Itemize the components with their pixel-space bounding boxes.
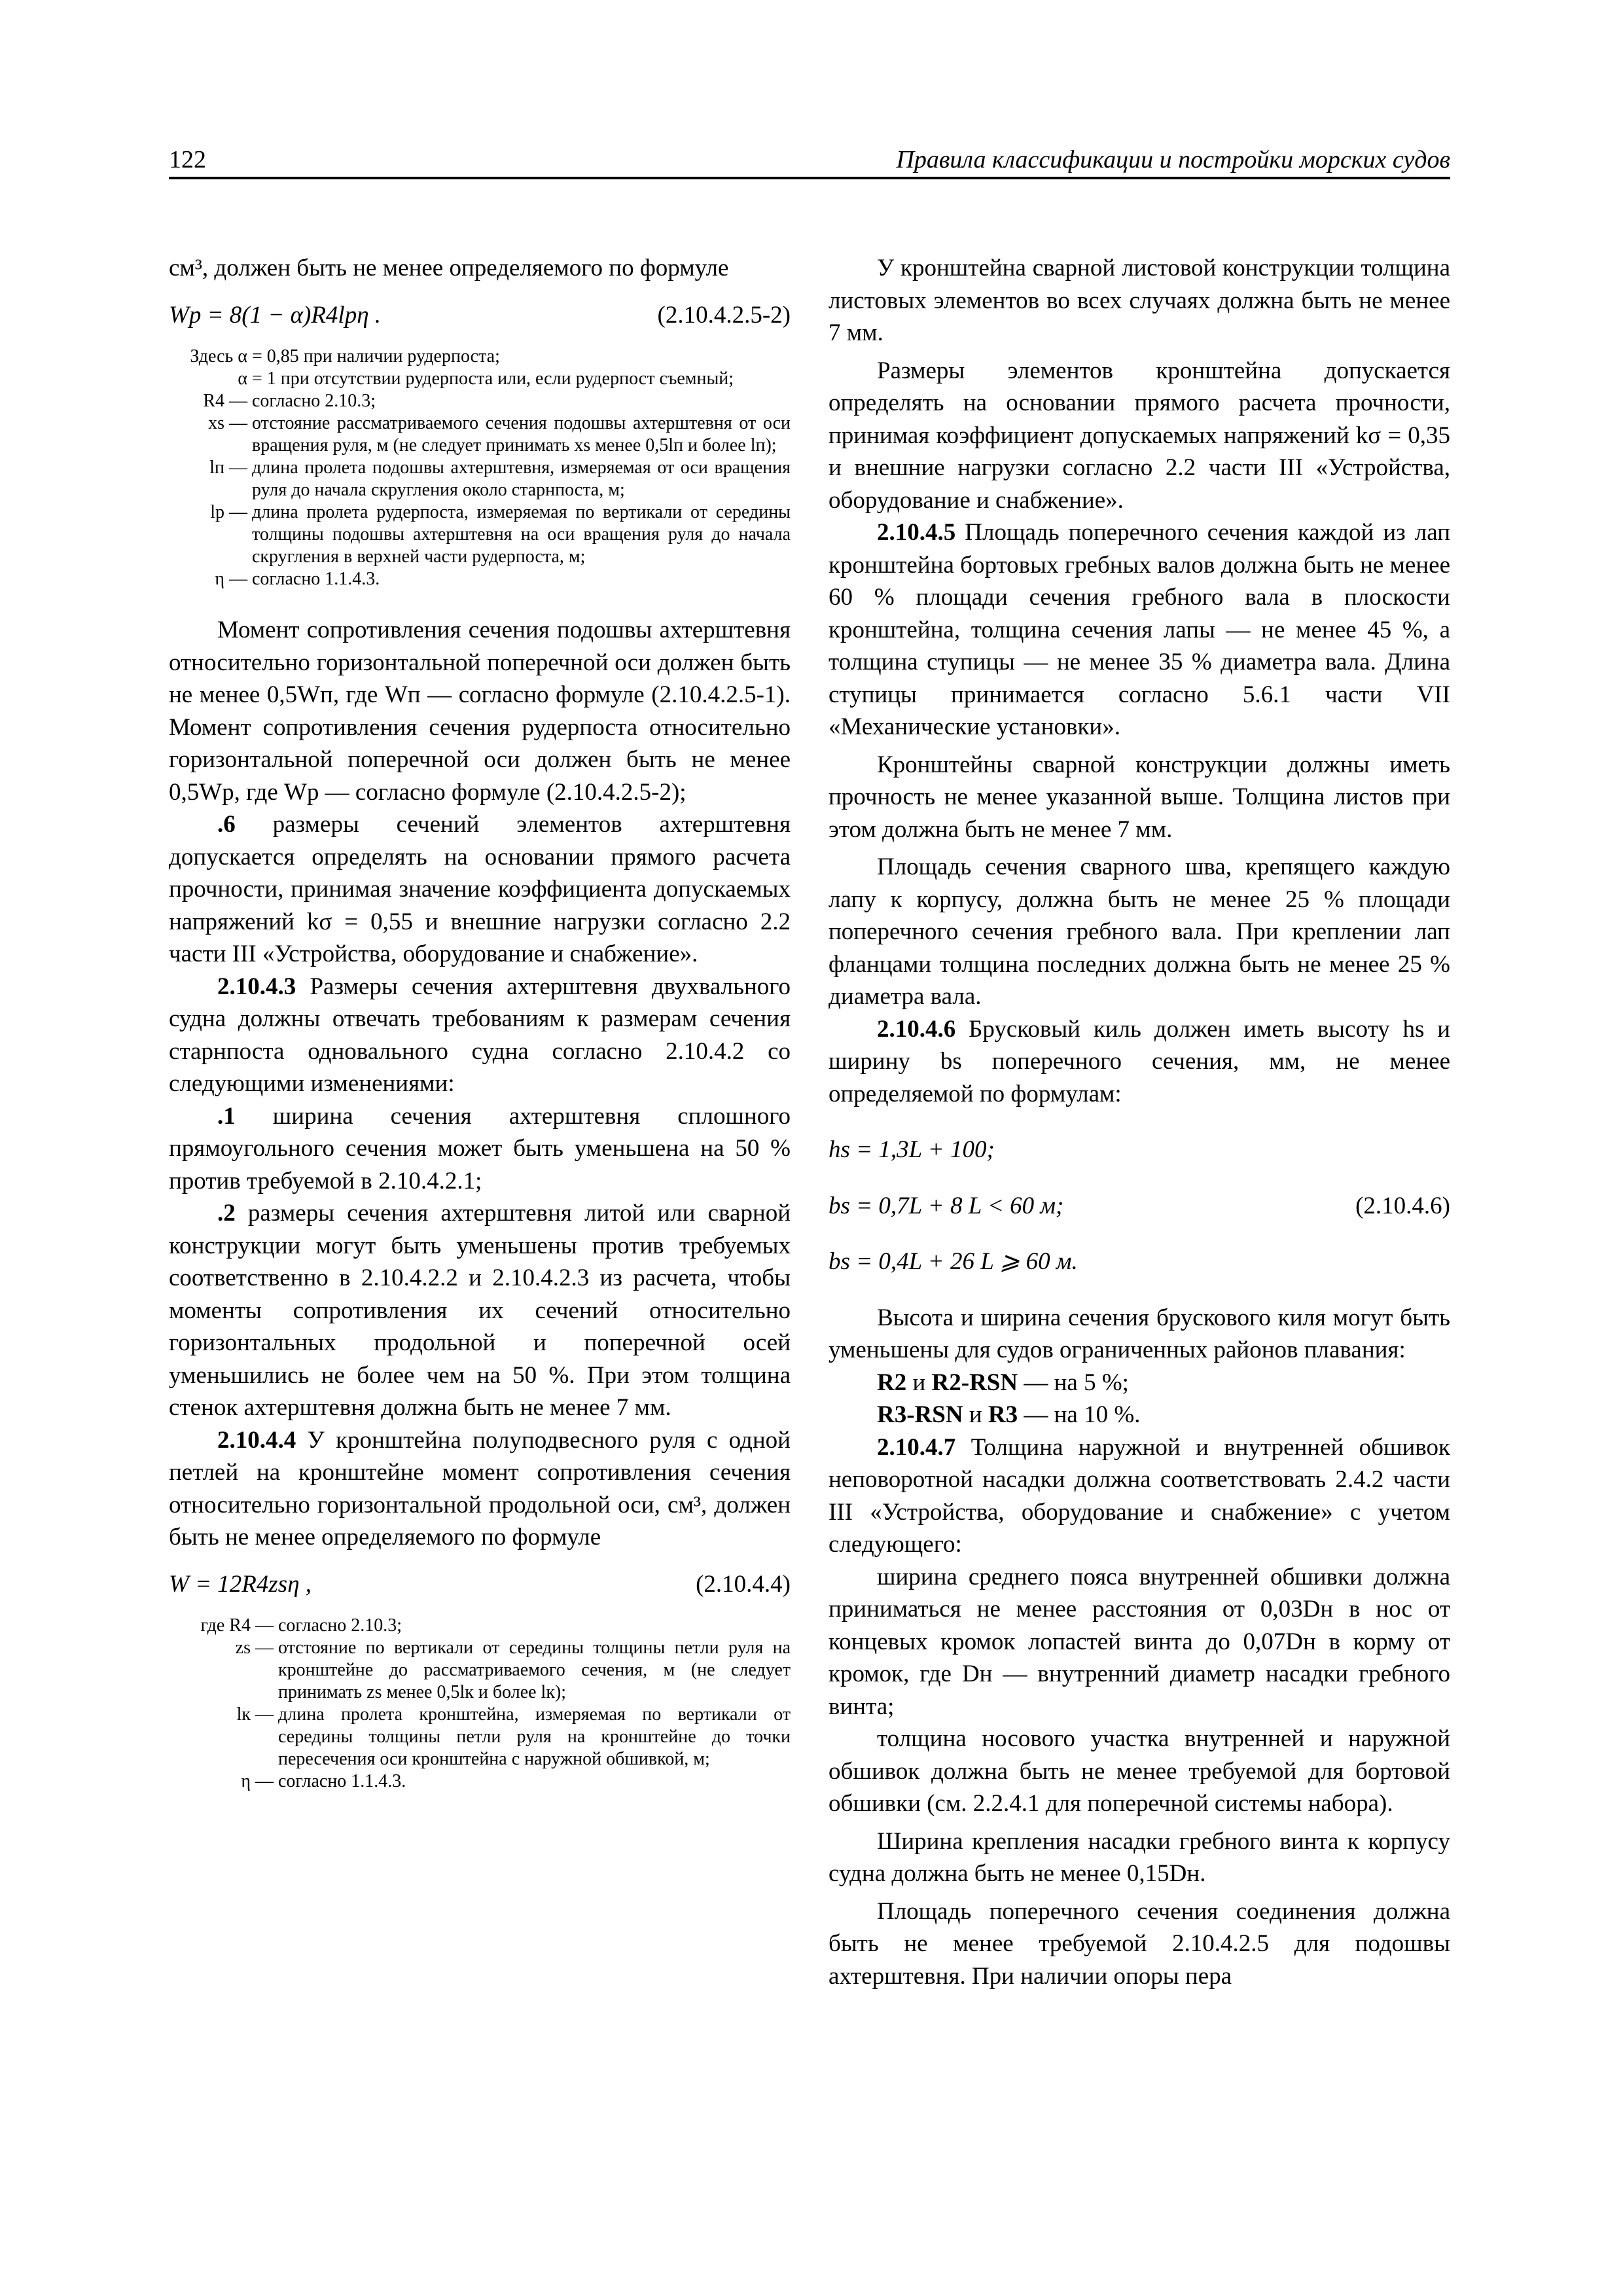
formula-w: [169, 1568, 791, 1601]
clause-text: — на 5 %;: [1018, 1369, 1129, 1396]
legend-text: = 1 при отсутствии рудерпоста или, если рудерпост съемный;: [252, 368, 734, 389]
formula-number: (2.10.4.4): [696, 1570, 791, 1598]
legend-row: [169, 1770, 791, 1793]
legend-key: xs —: [208, 413, 247, 433]
area-code: R3-RSN: [877, 1401, 963, 1428]
clause-text: ширина сечения ахтерштевня сплошного прямоугольного сечения может быть уменьшена на 50 % против требуемой в 2.10.4.2.1;: [169, 1102, 791, 1194]
legend-key: lп —: [209, 457, 247, 478]
clause-text: Толщина наружной и внутренней обшивок неповоротной насадки должна соответствовать 2.4.2 части III «Устройства, оборудование и снабжение» с учетом следующего:: [829, 1433, 1450, 1558]
clause-number: .1: [217, 1102, 236, 1130]
clause-number: 2.10.4.5: [877, 519, 956, 546]
connector: и: [906, 1369, 932, 1396]
formula-text: Wр = 8(1 − α)R4lрη .: [169, 301, 382, 329]
area-code: R2-RSN: [931, 1369, 1018, 1396]
legend-text: отстояние по вертикали от середины толщины петли руля на кронштейне до рассматриваемого сечения, м (не следует принимать zs менее 0,5lк и более lк);: [278, 1638, 791, 1702]
legend-row: [169, 1637, 791, 1704]
legend-text: длина пролета рудерпоста, измеряемая по вертикали от середины толщины подошвы ахтерштевня на оси вращения руля до начала скругления в верхней части рудерпоста, м;: [252, 502, 791, 567]
legend-key: α: [238, 368, 247, 389]
clause-text: — на 10 %.: [1018, 1401, 1141, 1428]
legend-row: [169, 346, 791, 368]
legend-row: [169, 501, 791, 568]
clause-text: Брусковый киль должен иметь высоту hs и ширину bs поперечного сечения, мм, не менее определяемой по формулам:: [829, 1015, 1450, 1107]
legend-text: длина пролета кронштейна, измеряемая по вертикали от середины толщины петли руля на кронштейне до точки пересечения оси кронштейна с наружной обшивкой, м;: [278, 1704, 791, 1769]
clause-text: У кронштейна полуподвесного руля с одной петлей на кронштейне момент сопротивления сечения относительно горизонтальной продольной оси, см³, должен быть не менее определяемого по формуле: [169, 1426, 791, 1551]
legend-text: = 0,85 при наличии рудерпоста;: [252, 346, 500, 367]
legend-row: [169, 368, 791, 390]
paragraph: [829, 1367, 1450, 1399]
right-column: [829, 252, 1450, 1992]
formula-bs-small: [829, 1190, 1450, 1223]
header-rule: [169, 177, 1450, 179]
formula-number: (2.10.4.2.5-2): [657, 301, 791, 329]
formula-text: W = 12R4zsη ,: [169, 1570, 312, 1598]
clause-text: размеры сечений элементов ахтерштевня допускается определять на основании прямого расчета прочности, принимая значение коэффициента допускаемых напряжений kσ = 0,55 и внешние нагрузки согласно 2.2 части III «Устройства, оборудование и снабжение».: [169, 811, 791, 967]
legend-key: где R4 —: [200, 1615, 274, 1636]
formula-wp: [169, 299, 791, 332]
area-code: R3: [988, 1401, 1018, 1428]
legend-text: согласно 1.1.4.3.: [278, 1771, 406, 1791]
page-header: [169, 143, 1450, 179]
legend-key: lк —: [236, 1704, 274, 1725]
clause-text: Площадь поперечного сечения каждой из лап кронштейна бортовых гребных валов должна быть не менее 60 % площади сечения гребного вала в плоскости кронштейна, толщина сечения лапы — не менее 45 %, а толщина ступицы — не менее 35 % диаметра вала. Длина ступицы принимается согласно 5.6.1 части VII «Механические установки».: [829, 519, 1450, 740]
legend-text: согласно 2.10.3;: [278, 1615, 402, 1636]
legend-text: согласно 1.1.4.3.: [252, 569, 380, 589]
clause-number: 2.10.4.4: [217, 1426, 296, 1454]
legend-row: [169, 412, 791, 457]
legend-key: lр —: [210, 502, 247, 522]
page-number: 122: [169, 146, 206, 173]
paragraph: Кронштейны сварной конструкции должны иметь прочность не менее указанной выше. Толщина листов при этом должна быть не менее 7 мм.: [829, 751, 1450, 843]
paragraph: Момент сопротивления сечения подошвы ахтерштевня относительно горизонтальной поперечной оси должен быть не менее 0,5Wп, где Wп — согласно формуле (2.10.4.2.5-1). Момент сопротивления сечения рудерпоста относительно горизонтальной поперечной оси должен быть не менее 0,5Wр, где Wр — согласно формуле (2.10.4.2.5-2);: [169, 617, 791, 806]
legend-key: η —: [215, 569, 247, 589]
paragraph: [829, 1399, 1450, 1431]
left-column: [169, 252, 791, 1793]
paragraph: [169, 1424, 791, 1554]
clause-number: 2.10.4.7: [877, 1433, 956, 1461]
legend-row: [169, 1704, 791, 1770]
formula-legend: [169, 1615, 791, 1793]
formula-text: hs = 1,3L + 100;: [829, 1136, 995, 1163]
paragraph: толщина носового участка внутренней и наружной обшивок должна быть не менее требуемой для бортовой обшивки (см. 2.2.4.1 для поперечной системы набора).: [829, 1725, 1450, 1817]
clause-text: Размеры сечения ахтерштевня двухвального судна должны отвечать требованиям к размерам сечения старнпоста одновального судна согласно 2.10.4.2 со следующими изменениями:: [169, 973, 791, 1097]
formula-number: (2.10.4.6): [1355, 1192, 1450, 1219]
formula-text: bs = 0,4L + 26 L ⩾ 60 м.: [829, 1248, 1078, 1275]
clause-number: 2.10.4.6: [877, 1015, 956, 1043]
paragraph: [169, 1100, 791, 1198]
paragraph: Площадь сечения сварного шва, крепящего каждую лапу к корпусу, должна быть не менее 25 % площади поперечного сечения гребного вала. При креплении лап фланцами толщина последних должна быть не менее 25 % диаметра вала.: [829, 853, 1450, 1010]
paragraph: ширина среднего пояса внутренней обшивки должна приниматься не менее расстояния от 0,03Dн в нос от концевых кромок лопастей винта до 0,07Dн в корму от кромок, где Dн — внутренний диаметр насадки гребного винта;: [829, 1563, 1450, 1720]
legend-row: [169, 1615, 791, 1637]
paragraph: [169, 1197, 791, 1424]
connector: и: [963, 1401, 988, 1428]
legend-row: [169, 390, 791, 412]
legend-key: zs —: [235, 1638, 274, 1658]
legend-row: [169, 568, 791, 590]
legend-key: Здесь α: [190, 346, 247, 367]
formula-hs: [829, 1134, 1450, 1166]
paragraph: Ширина крепления насадки гребного винта к корпусу судна должна быть не менее 0,15Dн.: [829, 1827, 1450, 1887]
paragraph: см³, должен быть не менее определяемого по формуле: [169, 255, 729, 281]
paragraph: У кронштейна сварной листовой конструкции толщина листовых элементов во всех случаях должна быть не менее 7 мм.: [829, 255, 1450, 346]
area-code: R2: [877, 1369, 907, 1396]
clause-number: .2: [217, 1200, 236, 1227]
paragraph: [829, 1013, 1450, 1111]
running-title: Правила классификации и постройки морских судов: [896, 146, 1450, 173]
legend-key: R4 —: [203, 391, 247, 411]
formula-text: bs = 0,7L + 8 L < 60 м;: [829, 1192, 1064, 1219]
paragraph: [169, 808, 791, 971]
legend-text: согласно 2.10.3;: [252, 391, 376, 411]
clause-text: размеры сечения ахтерштевня литой или сварной конструкции могут быть уменьшены против требуемых соответственно в 2.10.4.2.2 и 2.10.4.2.3 из расчета, чтобы моменты сопротивления их сечений относительно горизонтальных продольной и поперечной осей уменьшились не более чем на 50 %. При этом толщина стенок ахтерштевня должна быть не менее 7 мм.: [169, 1200, 791, 1421]
clause-number: .6: [217, 811, 236, 838]
paragraph: [829, 516, 1450, 744]
formula-bs-large: [829, 1246, 1450, 1278]
paragraph: Размеры элементов кронштейна допускается определять на основании прямого расчета прочности, принимая коэффициент допускаемых напряжений kσ = 0,35 и внешние нагрузки согласно 2.2 части III «Устройства, оборудование и снабжение».: [829, 357, 1450, 514]
legend-row: [169, 457, 791, 501]
legend-text: отстояние рассматриваемого сечения подошвы ахтерштевня от оси вращения руля, м (не следует принимать xs менее 0,5lп и более lп);: [252, 413, 791, 456]
paragraph: [829, 1431, 1450, 1561]
paragraph: Площадь поперечного сечения соединения должна быть не менее требуемой 2.10.4.2.5 для подошвы ахтерштевня. При наличии опоры пера: [829, 1897, 1450, 1990]
paragraph: Высота и ширина сечения брускового киля могут быть уменьшены для судов ограниченных районов плавания:: [829, 1304, 1450, 1363]
legend-key: η —: [241, 1771, 274, 1791]
paragraph: [169, 971, 791, 1100]
clause-number: 2.10.4.3: [217, 973, 296, 1000]
formula-legend: [169, 346, 791, 590]
legend-text: длина пролета подошвы ахтерштевня, измеряемая от оси вращения руля до начала скругления около старнпоста, м;: [252, 457, 791, 500]
